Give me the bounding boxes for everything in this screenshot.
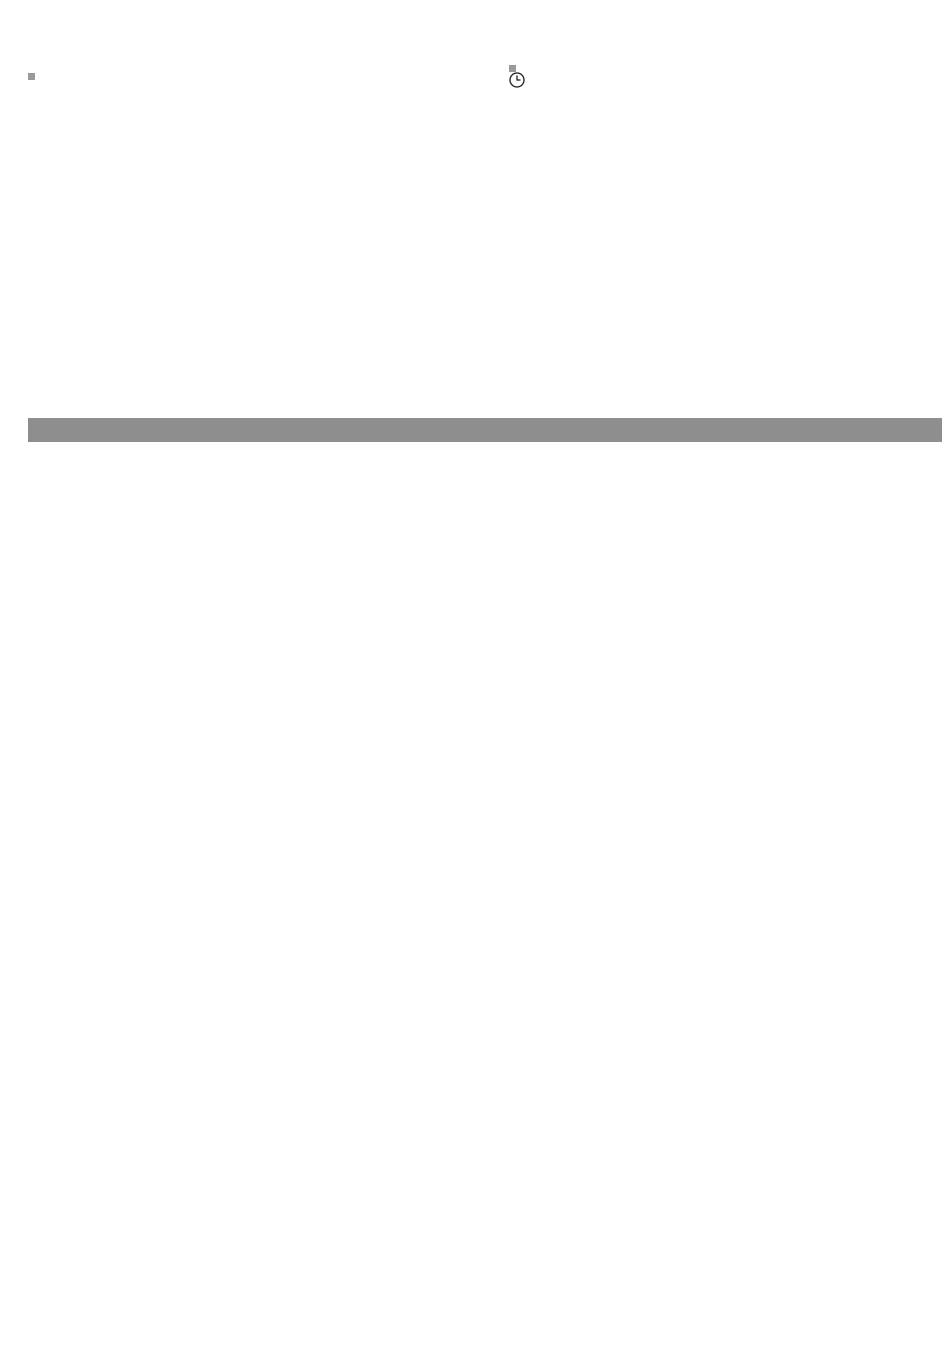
clock-icon — [509, 72, 525, 88]
display-section-right — [509, 60, 939, 90]
display-section — [28, 60, 468, 68]
page-header — [28, 8, 80, 26]
time-function-paragraph — [509, 71, 939, 90]
table-header — [28, 418, 942, 442]
heating-types-table — [28, 418, 942, 442]
